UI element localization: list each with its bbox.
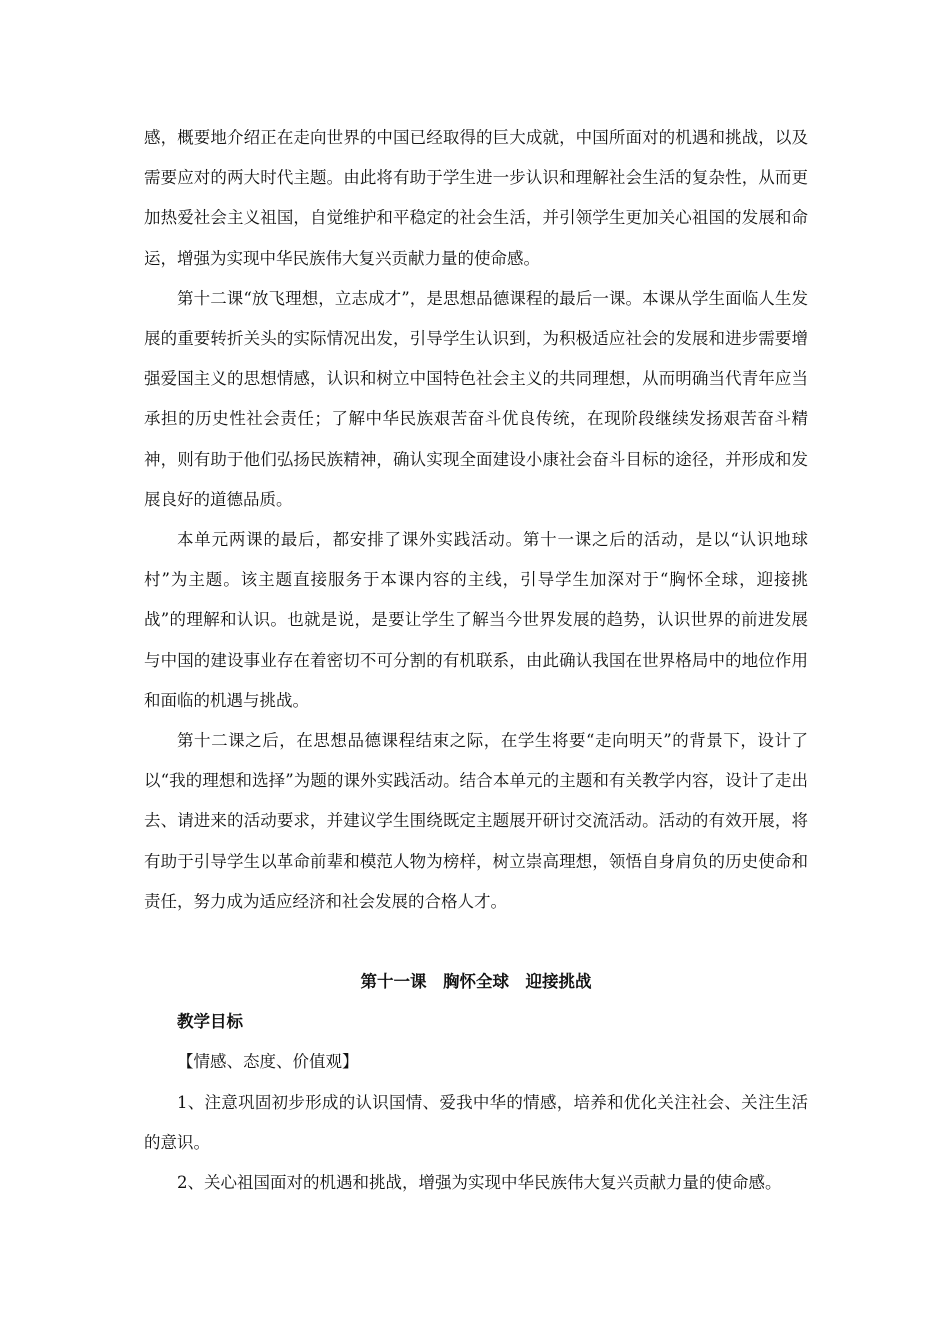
paragraph-continuation: 感，概要地介绍正在走向世界的中国已经取得的巨大成就，中国所面对的机遇和挑战，以及需要应对的两大时代主题。由此将有助于学生进一步认识和理解社会生活的复杂性，从而更加热爱社会主义祖国，自觉维护和平稳定的社会生活，并引领学生更加关心祖国的发展和命运，增强为实现中华民族伟大复兴贡献力量的使命感。 xyxy=(144,128,808,268)
goal-item: 1、注意巩固初步形成的认识国情、爱我中华的情感，培养和优化关注社会、关注生活的意识。 xyxy=(144,1092,808,1152)
paragraph-lesson-twelve-activity: 第十二课之后，在思想品德课程结束之际，在学生将要“走向明天”的背景下，设计了以“我的理想和选择”为题的课外实践活动。结合本单元的主题和有关教学内容，设计了走出去、请进来的活动要求，并建议学生围绕既定主题展开研讨交流活动。活动的有效开展，将有助于引导学生以革命前辈和模范人物为榜样，树立崇高理想，领悟自身肩负的历史使命和责任，努力成为适应经济和社会发展的合格人才。 xyxy=(144,731,808,911)
document-body xyxy=(144,118,808,1203)
goal-item: 2、关心祖国面对的机遇和挑战，增强为实现中华民族伟大复兴贡献力量的使命感。 xyxy=(177,1173,782,1193)
paragraph-lesson-twelve: 第十二课“放飞理想，立志成才”，是思想品德课程的最后一课。本课从学生面临人生发展的重要转折关头的实际情况出发，引导学生认识到，为积极适应社会的发展和进步需要增强爱国主义的思想情感，认识和树立中国特色社会主义的共同理想，从而明确当代青年应当承担的历史性社会责任；了解中华民族艰苦奋斗优良传统，在现阶段继续发扬艰苦奋斗精神，则有助于他们弘扬民族精神，确认实现全面建设小康社会奋斗目标的途径，并形成和发展良好的道德品质。 xyxy=(144,288,808,509)
lesson-title: 第十一课 胸怀全球 迎接挑战 xyxy=(360,972,592,992)
section-heading: 教学目标 xyxy=(177,1012,243,1032)
paragraph-unit-activities: 本单元两课的最后，都安排了课外实践活动。第十一课之后的活动，是以“认识地球村”为主题。该主题直接服务于本课内容的主线，引导学生加深对于“胸怀全球，迎接挑战”的理解和认识。也就是说，是要让学生了解当今世界发展的趋势，认识世界的前进发展与中国的建设事业存在着密切不可分割的有机联系，由此确认我国在世界格局中的地位作用和面临的机遇与挑战。 xyxy=(144,530,808,710)
subsection-heading: 【情感、态度、价值观】 xyxy=(177,1052,359,1072)
